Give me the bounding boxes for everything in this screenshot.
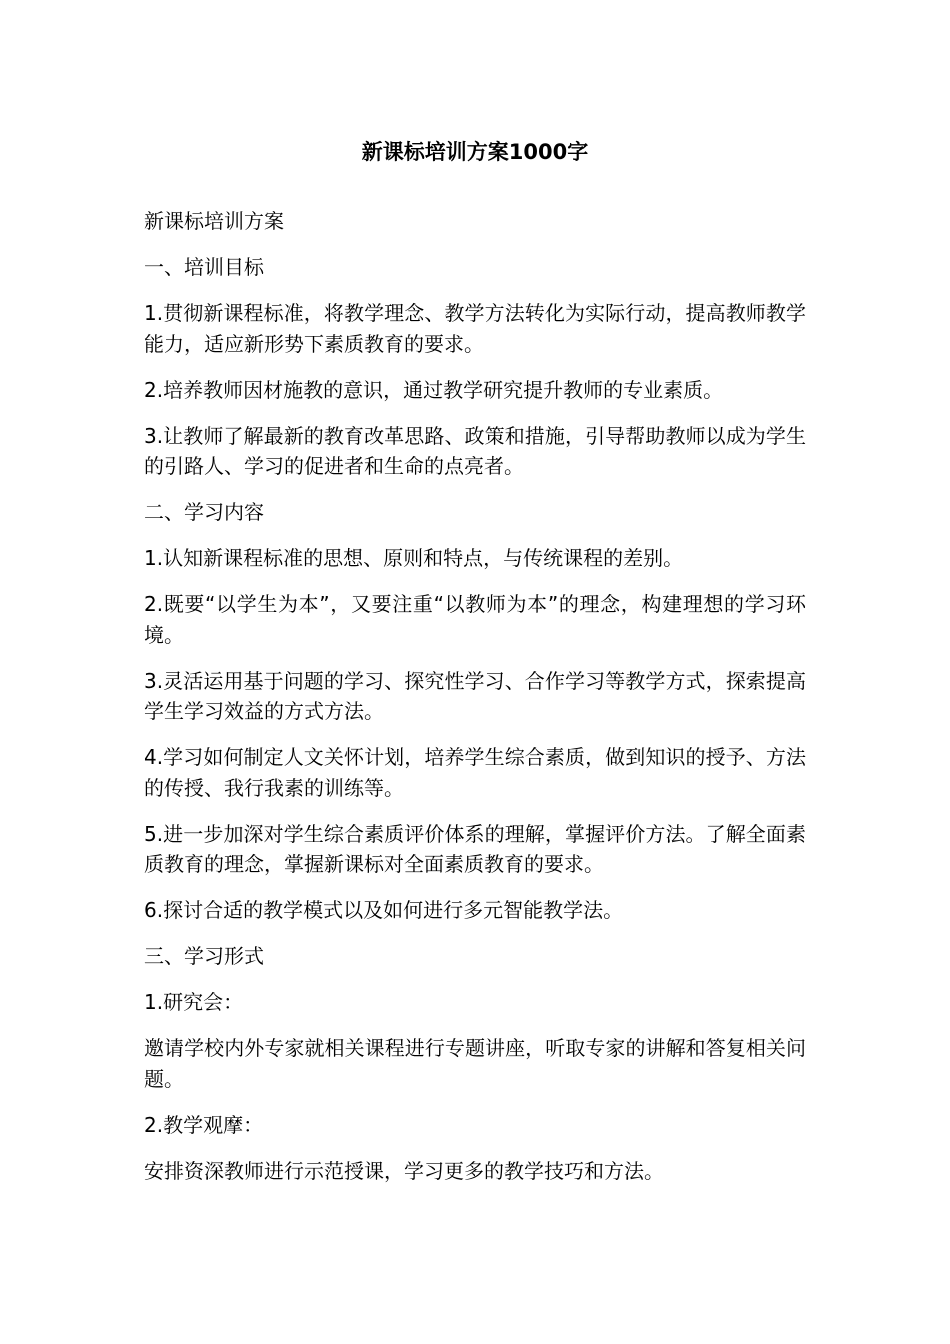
paragraph-format-2-body: 安排资深教师进行示范授课，学习更多的教学技巧和方法。 (144, 1158, 664, 1183)
section-heading-format: 三、学习形式 (144, 944, 264, 968)
document-title: 新课标培训方案1000字 (361, 140, 589, 164)
paragraph-content-1: 1.认知新课程标准的思想、原则和特点，与传统课程的差别。 (144, 546, 684, 570)
paragraph-format-1-heading: 1.研究会： (144, 990, 244, 1014)
paragraph-content-3: 3.灵活运用基于问题的学习、探究性学习、合作学习等教学方式，探索提高学生学习效益的方式方法。 (144, 668, 806, 723)
paragraph-goal-1: 1.贯彻新课程标准，将教学理念、教学方法转化为实际行动，提高教师教学能力，适应新形势下素质教育的要求。 (144, 301, 806, 356)
section-heading-goals: 一、培训目标 (144, 255, 264, 279)
paragraph-format-2-heading: 2.教学观摩： (144, 1112, 264, 1137)
paragraph-goal-2: 2.培养教师因材施教的意识，通过教学研究提升教师的专业素质。 (144, 377, 724, 402)
paragraph-content-2: 2.既要“以学生为本”，又要注重“以教师为本”的理念，构建理想的学习环境。 (144, 592, 806, 647)
paragraph-goal-3: 3.让教师了解最新的教育改革思路、政策和措施，引导帮助教师以成为学生的引路人、学习的促进者和生命的点亮者。 (144, 423, 806, 478)
paragraph-format-1-body: 邀请学校内外专家就相关课程进行专题讲座，听取专家的讲解和答复相关问题。 (144, 1036, 806, 1091)
paragraph-content-6: 6.探讨合适的教学模式以及如何进行多元智能教学法。 (144, 898, 624, 922)
section-heading-content: 二、学习内容 (144, 500, 264, 524)
document-body (144, 206, 806, 1202)
paragraph-content-4: 4.学习如何制定人文关怀计划，培养学生综合素质，做到知识的授予、方法的传授、我行我素的训练等。 (144, 745, 806, 800)
paragraph-content-5: 5.进一步加深对学生综合素质评价体系的理解，掌握评价方法。了解全面素质教育的理念，掌握新课标对全面素质教育的要求。 (144, 821, 806, 876)
paragraph-plan-name: 新课标培训方案 (144, 209, 284, 233)
